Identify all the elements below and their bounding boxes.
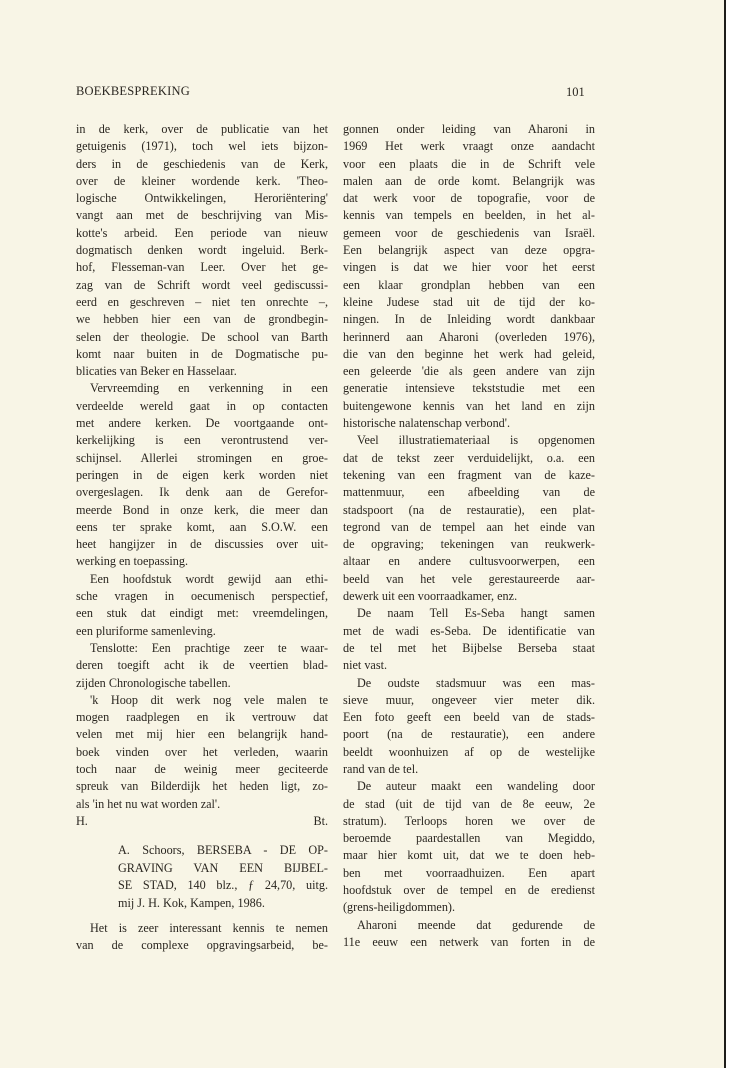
text-line: sieve muur, ongeveer vier meter dik. [343, 692, 595, 707]
text-line: altaar en andere cultusvoorwerpen, een [343, 554, 595, 569]
text-line: heet hangijzer in de discussies over uit- [76, 537, 328, 552]
text-line: voor een plaats die in de Schrift vele [343, 156, 595, 171]
scan-margin [726, 0, 738, 1068]
text-line: kotte's arbeid. Een periode van nieuw [76, 225, 328, 240]
text-line: Aharoni meende dat gedurende de [357, 917, 595, 932]
reviewer-signature [76, 813, 328, 830]
text-line: ben met voorraadhuizen. Een apart [343, 865, 595, 880]
text-line: deren toegift acht ik de veertien blad- [76, 658, 328, 673]
text-line: gemeen voor de geschiedenis van Israël. [343, 225, 595, 240]
text-line: buitengewone kennis van het land en zijn [343, 398, 595, 413]
text-line: verdeelde wereld gaat in op contacten [76, 398, 328, 413]
text-line: Tenslotte: Een prachtige zeer te waar- [90, 640, 328, 655]
text-line: spreuk van Bilderdijk het heden ligt, zo- [76, 779, 328, 794]
text-line: 11e eeuw een netwerk van forten in de [343, 934, 595, 949]
book-reference [76, 842, 328, 912]
text-line: een pluriforme samenleving. [76, 623, 216, 638]
text-line: sche vragen in oecumenisch perspectief, [76, 589, 328, 604]
text-line: malen aan de orde komt. Belangrijk was [343, 173, 595, 188]
paragraph [343, 432, 595, 605]
paragraph [343, 778, 595, 916]
text-line: kleine Judese stad uit de tijd der ko- [343, 294, 595, 309]
text-line: De auteur maakt een wandeling door [357, 779, 595, 794]
text-line: een geleerde 'die als geen andere van zijn [343, 364, 595, 379]
text-line: werking en toepassing. [76, 554, 189, 569]
text-line: generatie intensieve tekststudie met een [343, 381, 595, 396]
text-line: dewerk uit een voorraadkamer, enz. [343, 589, 518, 604]
text-line: niet vast. [343, 658, 388, 673]
text-line: een stuk dat eindigt met: vreemdelingen, [76, 606, 328, 621]
text-line: GRAVING VAN EEN BIJBEL- [118, 860, 328, 875]
text-line: velen met mij hier een belangrijk hand- [76, 727, 328, 742]
signature-initials: Bt. [313, 813, 328, 828]
text-line: schijnsel. Allerlei stromingen en groe- [76, 450, 328, 465]
text-line: mogen raadplegen en ik vertrouw dat [76, 710, 328, 725]
text-line: vangt aan met de beschrijving van Mis- [76, 208, 328, 223]
paragraph [343, 917, 595, 952]
text-line: De oudste stadsmuur was een mas- [357, 675, 595, 690]
text-line: beeld van het vele gerestaureerde aar- [343, 571, 595, 586]
text-line: zijden Chronologische tabellen. [76, 675, 231, 690]
text-line: Een foto geeft een beeld van de stads- [343, 710, 595, 725]
text-line: kennis van tempels en beelden, in het al- [343, 208, 595, 223]
paragraph [76, 920, 328, 955]
text-line: A. Schoors, BERSEBA - DE OP- [118, 843, 328, 858]
text-line: historische nalatenschap verbond'. [343, 416, 511, 431]
text-line: met andere kerken. De voortgaande ont- [76, 416, 328, 431]
text-line: logische Ontwikkelingen, Heroriëntering' [76, 191, 328, 206]
paragraph [76, 571, 328, 640]
text-line: zag van de Schrift wordt veel gediscussi- [76, 277, 328, 292]
running-head: BOEKBESPREKING [76, 84, 190, 98]
text-line: blicaties van Beker en Hasselaar. [76, 364, 237, 379]
text-line: de stad (uit de tijd van de 8e eeuw, 2e [343, 796, 595, 811]
text-line: Het is zeer interessant kennis te nemen [90, 921, 328, 936]
left-column [76, 121, 328, 955]
right-column [343, 121, 595, 951]
text-line: met de wadi es-Seba. De identificatie van [343, 623, 595, 638]
text-line: Vervreemding en verkenning in een [90, 381, 328, 396]
text-line: een klaar grondplan hebben van een [343, 277, 595, 292]
text-line: gonnen onder leiding van Aharoni in [343, 122, 595, 136]
text-line: dat werk voor de topografie, voor de [343, 191, 595, 206]
text-line: we hebben hier een van de grondbegin- [76, 312, 328, 327]
text-line: dat de tekst zeer verduidelijkt, o.a. een [343, 450, 595, 465]
text-line: meerde Bond in onze kerk, die meer dan [76, 502, 328, 517]
paragraph [343, 675, 595, 779]
text-line: ders in de geschiedenis van de Kerk, [76, 156, 328, 171]
text-line: rand van de tel. [343, 761, 419, 776]
text-line: beeldt woonhuizen af op de westelijke [343, 744, 595, 759]
paragraph [76, 640, 328, 692]
text-line: (grens-heiligdommen). [343, 900, 456, 915]
text-line: eerd en geschreven – niet ten onrechte –, [76, 294, 328, 309]
text-line: over de kleiner wordende kerk. 'Theo- [76, 173, 328, 188]
paragraph [343, 605, 595, 674]
text-line: mattenmuur, een afbeelding van de [343, 485, 595, 500]
text-line: selen der theologie. De school van Barth [76, 329, 328, 344]
text-line: komt naar buiten in de Dogmatische pu- [76, 346, 328, 361]
text-line: beroemde paardestallen van Megiddo, [343, 831, 595, 846]
text-line: ningen. In de Inleiding wordt dankbaar [343, 312, 595, 327]
text-line: als 'in het nu wat worden zal'. [76, 796, 221, 811]
text-line: vingen is dat we hier voor het eerst [343, 260, 595, 275]
text-line: tegrond van de tempel aan het einde van [343, 519, 595, 534]
text-line: De naam Tell Es-Seba hangt samen [357, 606, 595, 621]
text-line: toch naar de weinig meer geciteerde [76, 761, 328, 776]
text-line: Een belangrijk aspect van deze opgra- [343, 243, 595, 258]
text-line: Veel illustratiemateriaal is opgenomen [357, 433, 595, 448]
text-line: stratum). Terloops horen we over de [343, 813, 595, 828]
text-line: in de kerk, over de publicatie van het [76, 122, 328, 136]
text-line: die van den beginne het werk had geleid, [343, 346, 595, 361]
paragraph [76, 692, 328, 813]
paragraph [76, 121, 328, 380]
text-line: 'k Hoop dit werk nog vele malen te [90, 692, 328, 707]
paragraph [343, 121, 595, 432]
signature-initial: H. [76, 813, 88, 828]
text-line: hoofdstuk over de tempel en de eredienst [343, 883, 595, 898]
text-line: tekening van een fragment van de kaze- [343, 467, 595, 482]
text-line: poort (na de restauratie), een andere [343, 727, 595, 742]
text-line: Een hoofdstuk wordt gewijd aan ethi- [90, 571, 328, 586]
text-line: maar hier komt uit, dat we te doen heb- [343, 848, 595, 863]
text-line: peringen in de eigen kerk worden niet [76, 467, 328, 482]
text-line: de opgraving; tekeningen van reukwerk- [343, 537, 595, 552]
text-line: kerkelijking is een verontrustend ver- [76, 433, 328, 448]
text-line: de tel met het Bijbelse Berseba staat [343, 640, 595, 655]
page-number: 101 [566, 85, 585, 99]
paragraph [76, 380, 328, 570]
text-line: overgeslagen. Ik denk aan de Gerefor- [76, 485, 328, 500]
text-line: eens ter sprake komt, aan S.O.W. een [76, 519, 328, 534]
text-line: van de complexe opgravingsarbeid, be- [76, 938, 328, 953]
text-line: dogmatisch denken wordt ingeluid. Berk- [76, 243, 328, 258]
text-line: stadspoort (na de restauratie), een plat- [343, 502, 595, 517]
text-line: mij J. H. Kok, Kampen, 1986. [118, 895, 265, 910]
text-line: getuigenis (1971), toch wel iets bijzon- [76, 139, 328, 154]
text-line: herinnerd aan Aharoni (overleden 1976), [343, 329, 595, 344]
text-line: hof, Flesseman-van Leer. Over het ge- [76, 260, 328, 275]
text-line: 1969 Het werk vraagt onze aandacht [343, 139, 595, 154]
text-line: SE STAD, 140 blz., ƒ 24,70, uitg. [118, 878, 328, 893]
text-line: boek vinden over het verleden, waarin [76, 744, 328, 759]
